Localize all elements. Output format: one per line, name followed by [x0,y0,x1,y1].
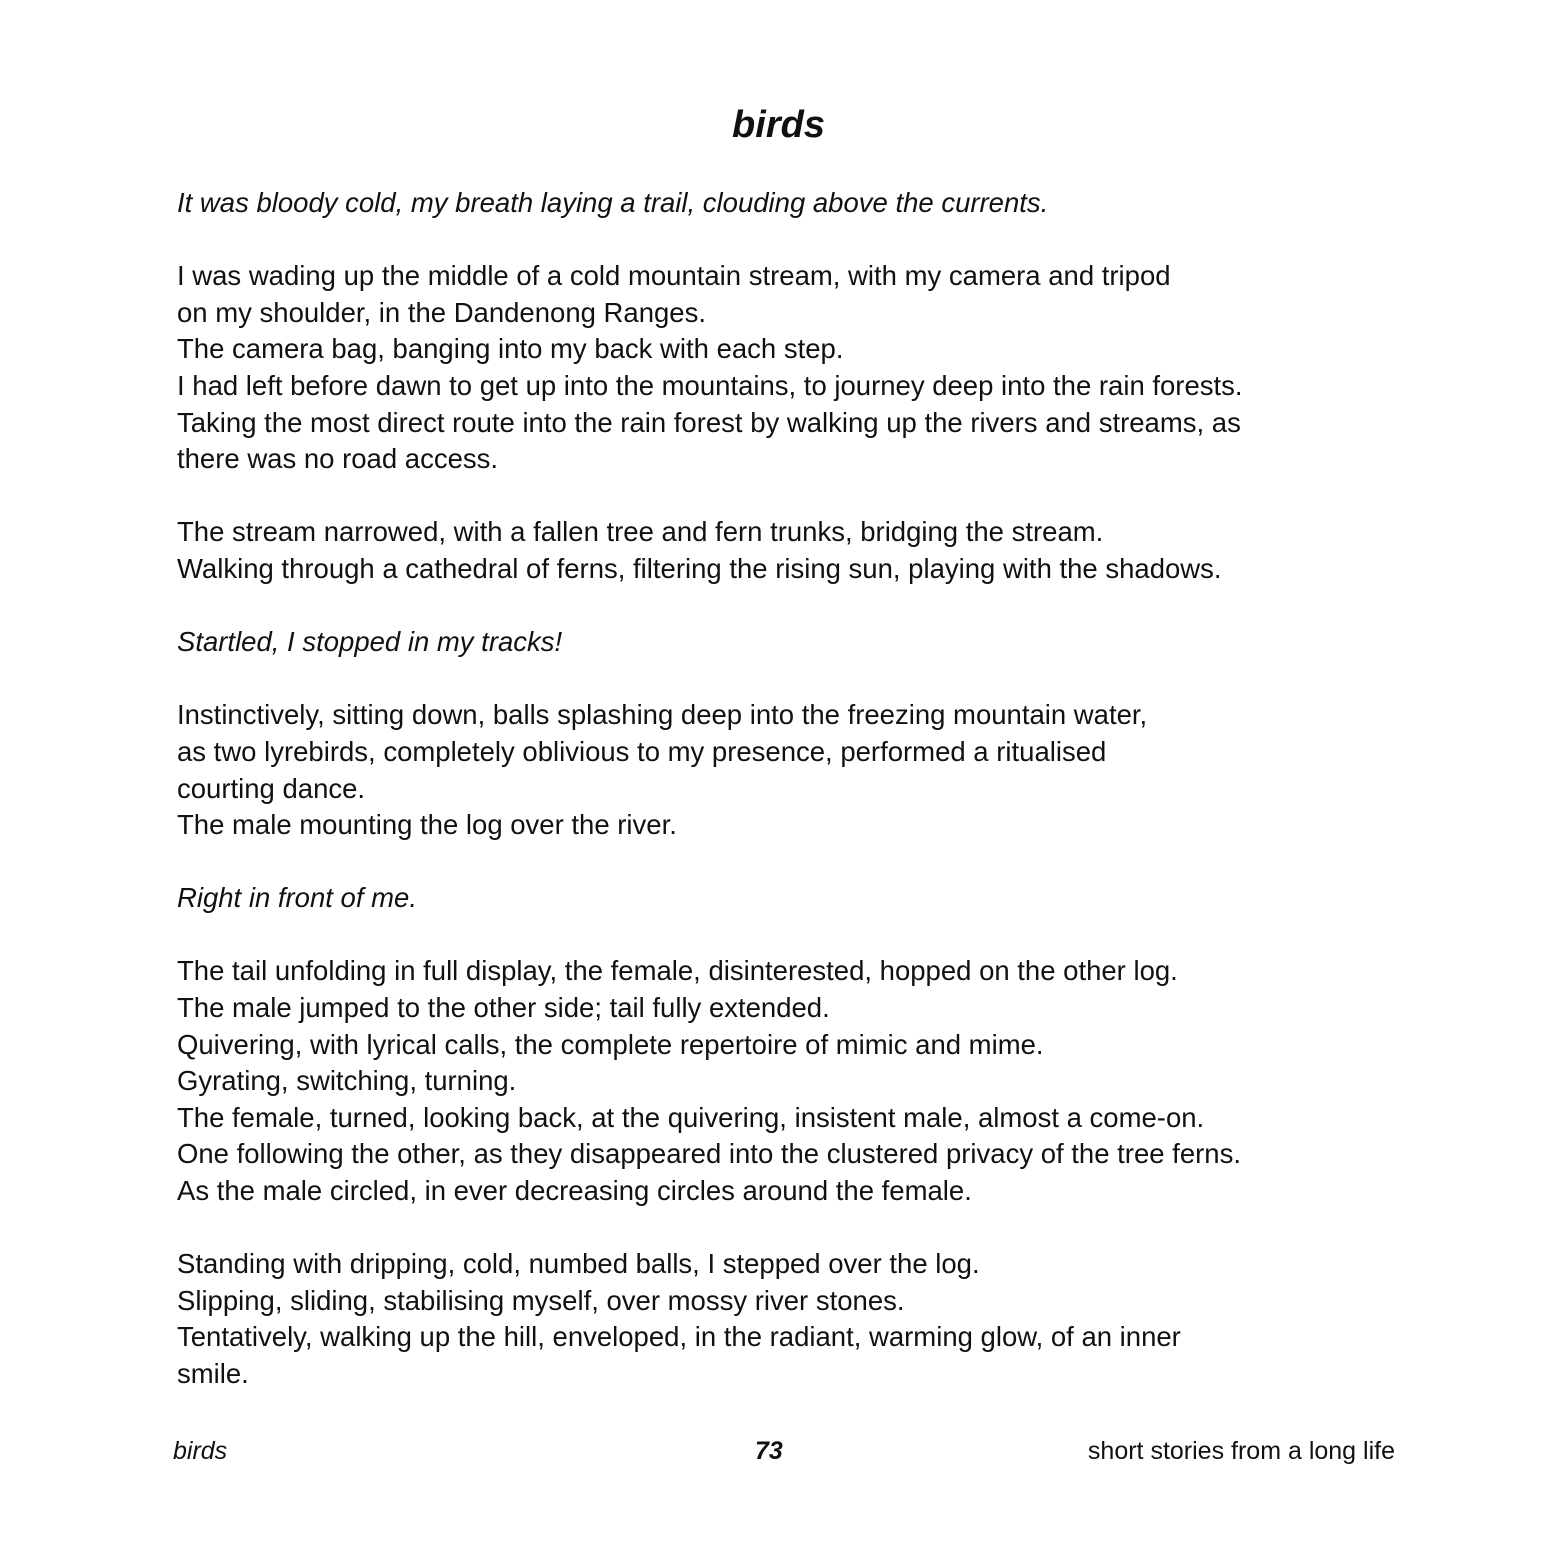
story-line: I was wading up the middle of a cold mountain stream, with my camera and tripod [177,260,1171,292]
paragraph-break [177,222,1457,259]
footer-chapter-title: birds [173,1437,228,1465]
story-line: It was bloody cold, my breath laying a trail, clouding above the currents. [177,187,1049,218]
paragraph-break [177,661,1457,698]
story-line: Taking the most direct route into the rain forest by walking up the rivers and streams, as [177,406,1241,438]
story-line: The male jumped to the other side; tail fully extended. [177,992,830,1024]
story-line: Slipping, sliding, stabilising myself, over mossy river stones. [177,1284,905,1316]
story-line: As the male circled, in ever decreasing circles around the female. [177,1175,972,1207]
story-line: Walking through a cathedral of ferns, filtering the rising sun, playing with the shadows. [177,552,1222,584]
story-line: Instinctively, sitting down, balls splashing deep into the freezing mountain water, [177,699,1148,731]
story-line: courting dance. [177,772,366,804]
story-line: The tail unfolding in full display, the female, disinterested, hopped on the other log. [177,955,1178,987]
story-line: Tentatively, walking up the hill, enveloped, in the radiant, warming glow, of an inner [177,1321,1181,1353]
paragraph-break [177,588,1457,625]
story-body [177,185,1457,1393]
story-line: Quivering, with lyrical calls, the complete repertoire of mimic and mime. [177,1028,1044,1060]
story-line: as two lyrebirds, completely oblivious to my presence, performed a ritualised [177,735,1107,767]
page-title: birds [732,104,825,146]
page-number: 73 [755,1437,783,1465]
story-line: Gyrating, switching, turning. [177,1065,517,1097]
story-line: The male mounting the log over the river. [177,809,677,841]
paragraph-break [177,478,1457,515]
story-line: I had left before dawn to get up into the mountains, to journey deep into the rain forests. [177,369,1243,401]
story-line: Right in front of me. [177,882,417,914]
story-line: The camera bag, banging into my back with each step. [177,333,844,365]
paragraph-break [177,1210,1457,1247]
story-line: The stream narrowed, with a fallen tree and fern trunks, bridging the stream. [177,516,1104,548]
footer-book-title: short stories from a long life [1087,1437,1395,1465]
page-footer [0,1433,1557,1473]
story-line: there was no road access. [177,443,499,475]
story-line: on my shoulder, in the Dandenong Ranges. [177,296,706,328]
story-line: Startled, I stopped in my tracks! [177,626,563,658]
story-line: One following the other, as they disappeared into the clustered privacy of the tree ferns. [177,1138,1241,1170]
paragraph-break [177,844,1457,881]
story-line: The female, turned, looking back, at the quivering, insistent male, almost a come-on. [177,1101,1205,1133]
paragraph-break [177,917,1457,954]
story-line: smile. [177,1358,249,1389]
story-line: Standing with dripping, cold, numbed balls, I stepped over the log. [177,1248,980,1280]
